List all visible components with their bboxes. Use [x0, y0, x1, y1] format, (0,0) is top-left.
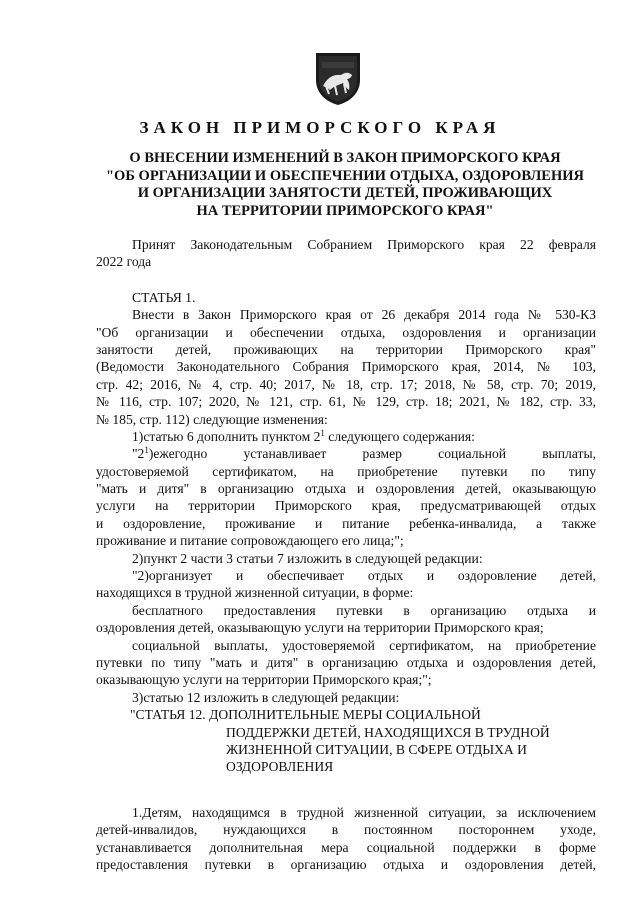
amendment-item-2: 2)пункт 2 части 3 статьи 7 изложить в следующей редакции: — [132, 550, 483, 566]
subtitle-line: НА ТЕРРИТОРИИ ПРИМОРСКОГО КРАЯ" — [196, 202, 494, 219]
adoption-line: 2022 года — [96, 254, 152, 270]
law-subtitle — [80, 150, 610, 220]
article-12-text — [96, 804, 596, 874]
text-line: услуги на территории Приморского края, предусматривающей отдых — [96, 498, 596, 514]
subtitle-line: О ВНЕСЕНИИ ИЗМЕНЕНИЙ В ЗАКОН ПРИМОРСКОГО КРАЯ — [129, 150, 561, 166]
text-line: социальной выплаты, удостоверяемой сертификатом, на приобретение — [132, 637, 596, 653]
law-title: ЗАКОН ПРИМОРСКОГО КРАЯ — [139, 118, 501, 137]
heading-line: ЖИЗНЕННОЙ СИТУАЦИИ, В СФЕРЕ ОТДЫХА И — [226, 741, 527, 757]
text-line: оказывающую услуги на территории Приморского края;"; — [96, 672, 432, 688]
text-line — [96, 445, 596, 462]
text-line: "2)организует и обеспечивает отдых и оздоровление детей, — [132, 568, 596, 584]
quote-text: )ежегодно устанавливает размер социальной выплаты, — [148, 446, 596, 462]
text-line: проживание и питание сопровождающего его лица;"; — [96, 533, 404, 549]
subtitle-line: И ОРГАНИЗАЦИИ ЗАНЯТОСТИ ДЕТЕЙ, ПРОЖИВАЮЩИХ — [137, 185, 553, 201]
amendment-item-3: 3)статью 12 изложить в следующей редакции: — [132, 689, 400, 705]
heading-line: ОЗДОРОВЛЕНИЯ — [226, 759, 334, 775]
adoption-note — [96, 236, 596, 271]
superscript: 1 — [144, 445, 149, 456]
text-line: и оздоровление, проживание и питание ребенка-инвалида, а также — [96, 515, 596, 531]
article-intro — [96, 306, 596, 428]
text-line: Внести в Закон Приморского края от 26 декабря 2014 года № 530-КЗ — [132, 307, 596, 323]
quote-text: "2 — [132, 446, 145, 462]
heading-line: ПОДДЕРЖКИ ДЕТЕЙ, НАХОДЯЩИХСЯ В ТРУДНОЙ — [226, 724, 550, 740]
article-heading: СТАТЬЯ 1. — [132, 289, 196, 305]
amendment-item-1 — [96, 428, 596, 445]
text-line: удостоверяемой сертификатом, на приобретение путевки по типу — [96, 463, 596, 479]
text-line: детей-инвалидов, нуждающихся в постоянном постороннем уходе, — [96, 822, 596, 838]
quoted-provision-1 — [96, 445, 596, 549]
text-line: № 185, стр. 112) следующие изменения: — [96, 411, 328, 427]
text-line: стр. 42; 2016, № 4, стр. 40; 2017, № 18, стр. 17; 2018, № 58, стр. 70; 2019, — [96, 376, 596, 392]
item-text: следующего содержания: — [324, 428, 475, 444]
text-line: 1.Детям, находящимся в трудной жизненной ситуации, за исключением — [132, 804, 596, 820]
coat-of-arms-icon — [313, 50, 363, 106]
adoption-line: Принят Законодательным Собранием Приморского края 22 февраля — [132, 237, 596, 252]
text-line: бесплатного предоставления путевки в организацию отдыха и — [132, 602, 596, 618]
quoted-provision-2 — [96, 567, 596, 689]
text-line: оздоровления детей, оказывающую услуги на территории Приморского края; — [96, 620, 544, 636]
text-line: "мать и дитя" в организацию отдыха и оздоровления детей, оказывающую — [96, 481, 596, 497]
heading-line: "СТАТЬЯ 12. ДОПОЛНИТЕЛЬНЫЕ МЕРЫ СОЦИАЛЬНОЙ — [130, 707, 481, 723]
text-line: занятости детей, проживающих на территории Приморского края" — [96, 341, 596, 357]
article-12-heading — [130, 706, 596, 776]
text-line: "Об организации и обеспечении отдыха, оздоровления и организации — [96, 324, 596, 340]
text-line: (Ведомости Законодательного Собрания Приморского края, 2014, № 103, — [96, 359, 596, 375]
superscript: 1 — [320, 427, 325, 438]
document-body — [96, 236, 596, 873]
text-line: находящихся в трудной жизненной ситуации, в форме: — [96, 585, 414, 601]
text-line: предоставления путевки в организацию отдыха и оздоровления детей, — [96, 856, 596, 872]
text-line: устанавливается дополнительная мера социальной поддержки в форме — [96, 839, 596, 855]
subtitle-line: "ОБ ОРГАНИЗАЦИИ И ОБЕСПЕЧЕНИИ ОТДЫХА, ОЗДОРОВЛЕНИЯ — [106, 167, 584, 184]
text-line: № 116, стр. 107; 2020, № 121, стр. 61, № 129, стр. 18; 2021, № 182, стр. 33, — [96, 394, 596, 410]
text-line: путевки по типу "мать и дитя" в организацию отдыха и оздоровления детей, — [96, 654, 596, 670]
item-text: 1)статью 6 дополнить пунктом 2 — [132, 428, 321, 444]
